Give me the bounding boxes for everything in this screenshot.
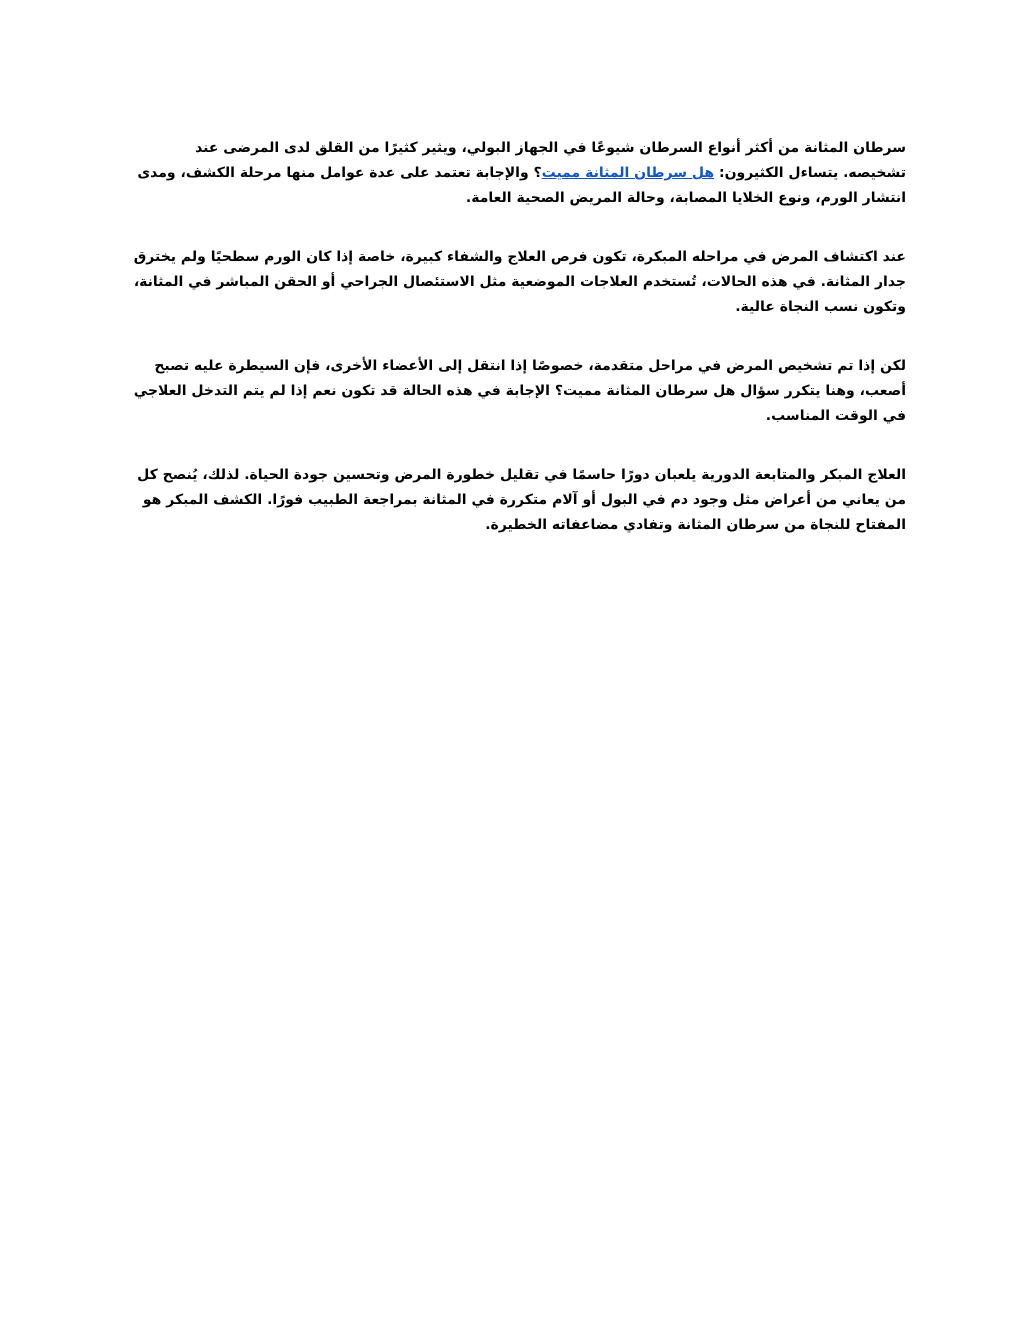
paragraph-early-detection: عند اكتشاف المرض في مراحله المبكرة، تكون فرص العلاج والشفاء كبيرة، خاصة إذا كان الورم سطحيًا ولم يخترق جدار المثانة. في هذه الحالات، تُستخدم العلاجات الموضعية مثل الاستئصال الجراحي أو الحقن المباشر في المثانة، وتكون نسب النجاة عالية.: [133, 249, 906, 315]
article-body: [130, 136, 906, 572]
intro-text-before-link: سرطان المثانة من أكثر أنواع السرطان شيوعًا في الجهاز البولي، ويثير كثيرًا من القلق لدى المرضى عند تشخيصه. يتساءل الكثيرون:: [195, 140, 906, 181]
paragraph-early-treatment: العلاج المبكر والمتابعة الدورية يلعبان دورًا حاسمًا في تقليل خطورة المرض وتحسين جودة الحياة. لذلك، يُنصح كل من يعاني من أعراض مثل وجود دم في البول أو آلام متكررة في المثانة بمراجعة الطبيب فورًا. الكشف المبكر هو المفتاح للنجاة من سرطان المثانة وتفادي مضاعفاته الخطيرة.: [137, 467, 906, 533]
article-link[interactable]: هل سرطان المثانة مميت: [541, 165, 715, 181]
intro-text-after-link: ؟ والإجابة تعتمد على عدة عوامل منها مرحلة الكشف، ومدى انتشار الورم، ونوع الخلايا المصابة، وحالة المريض الصحية العامة.: [137, 165, 906, 206]
paragraph-intro: [130, 136, 906, 211]
paragraph-advanced-stage: لكن إذا تم تشخيص المرض في مراحل متقدمة، خصوصًا إذا انتقل إلى الأعضاء الأخرى، فإن السيطرة عليه تصبح أصعب، وهنا يتكرر سؤال هل سرطان المثانة مميت؟ الإجابة في هذه الحالة قد تكون نعم إذا لم يتم التدخل العلاجي في الوقت المناسب.: [133, 358, 906, 424]
